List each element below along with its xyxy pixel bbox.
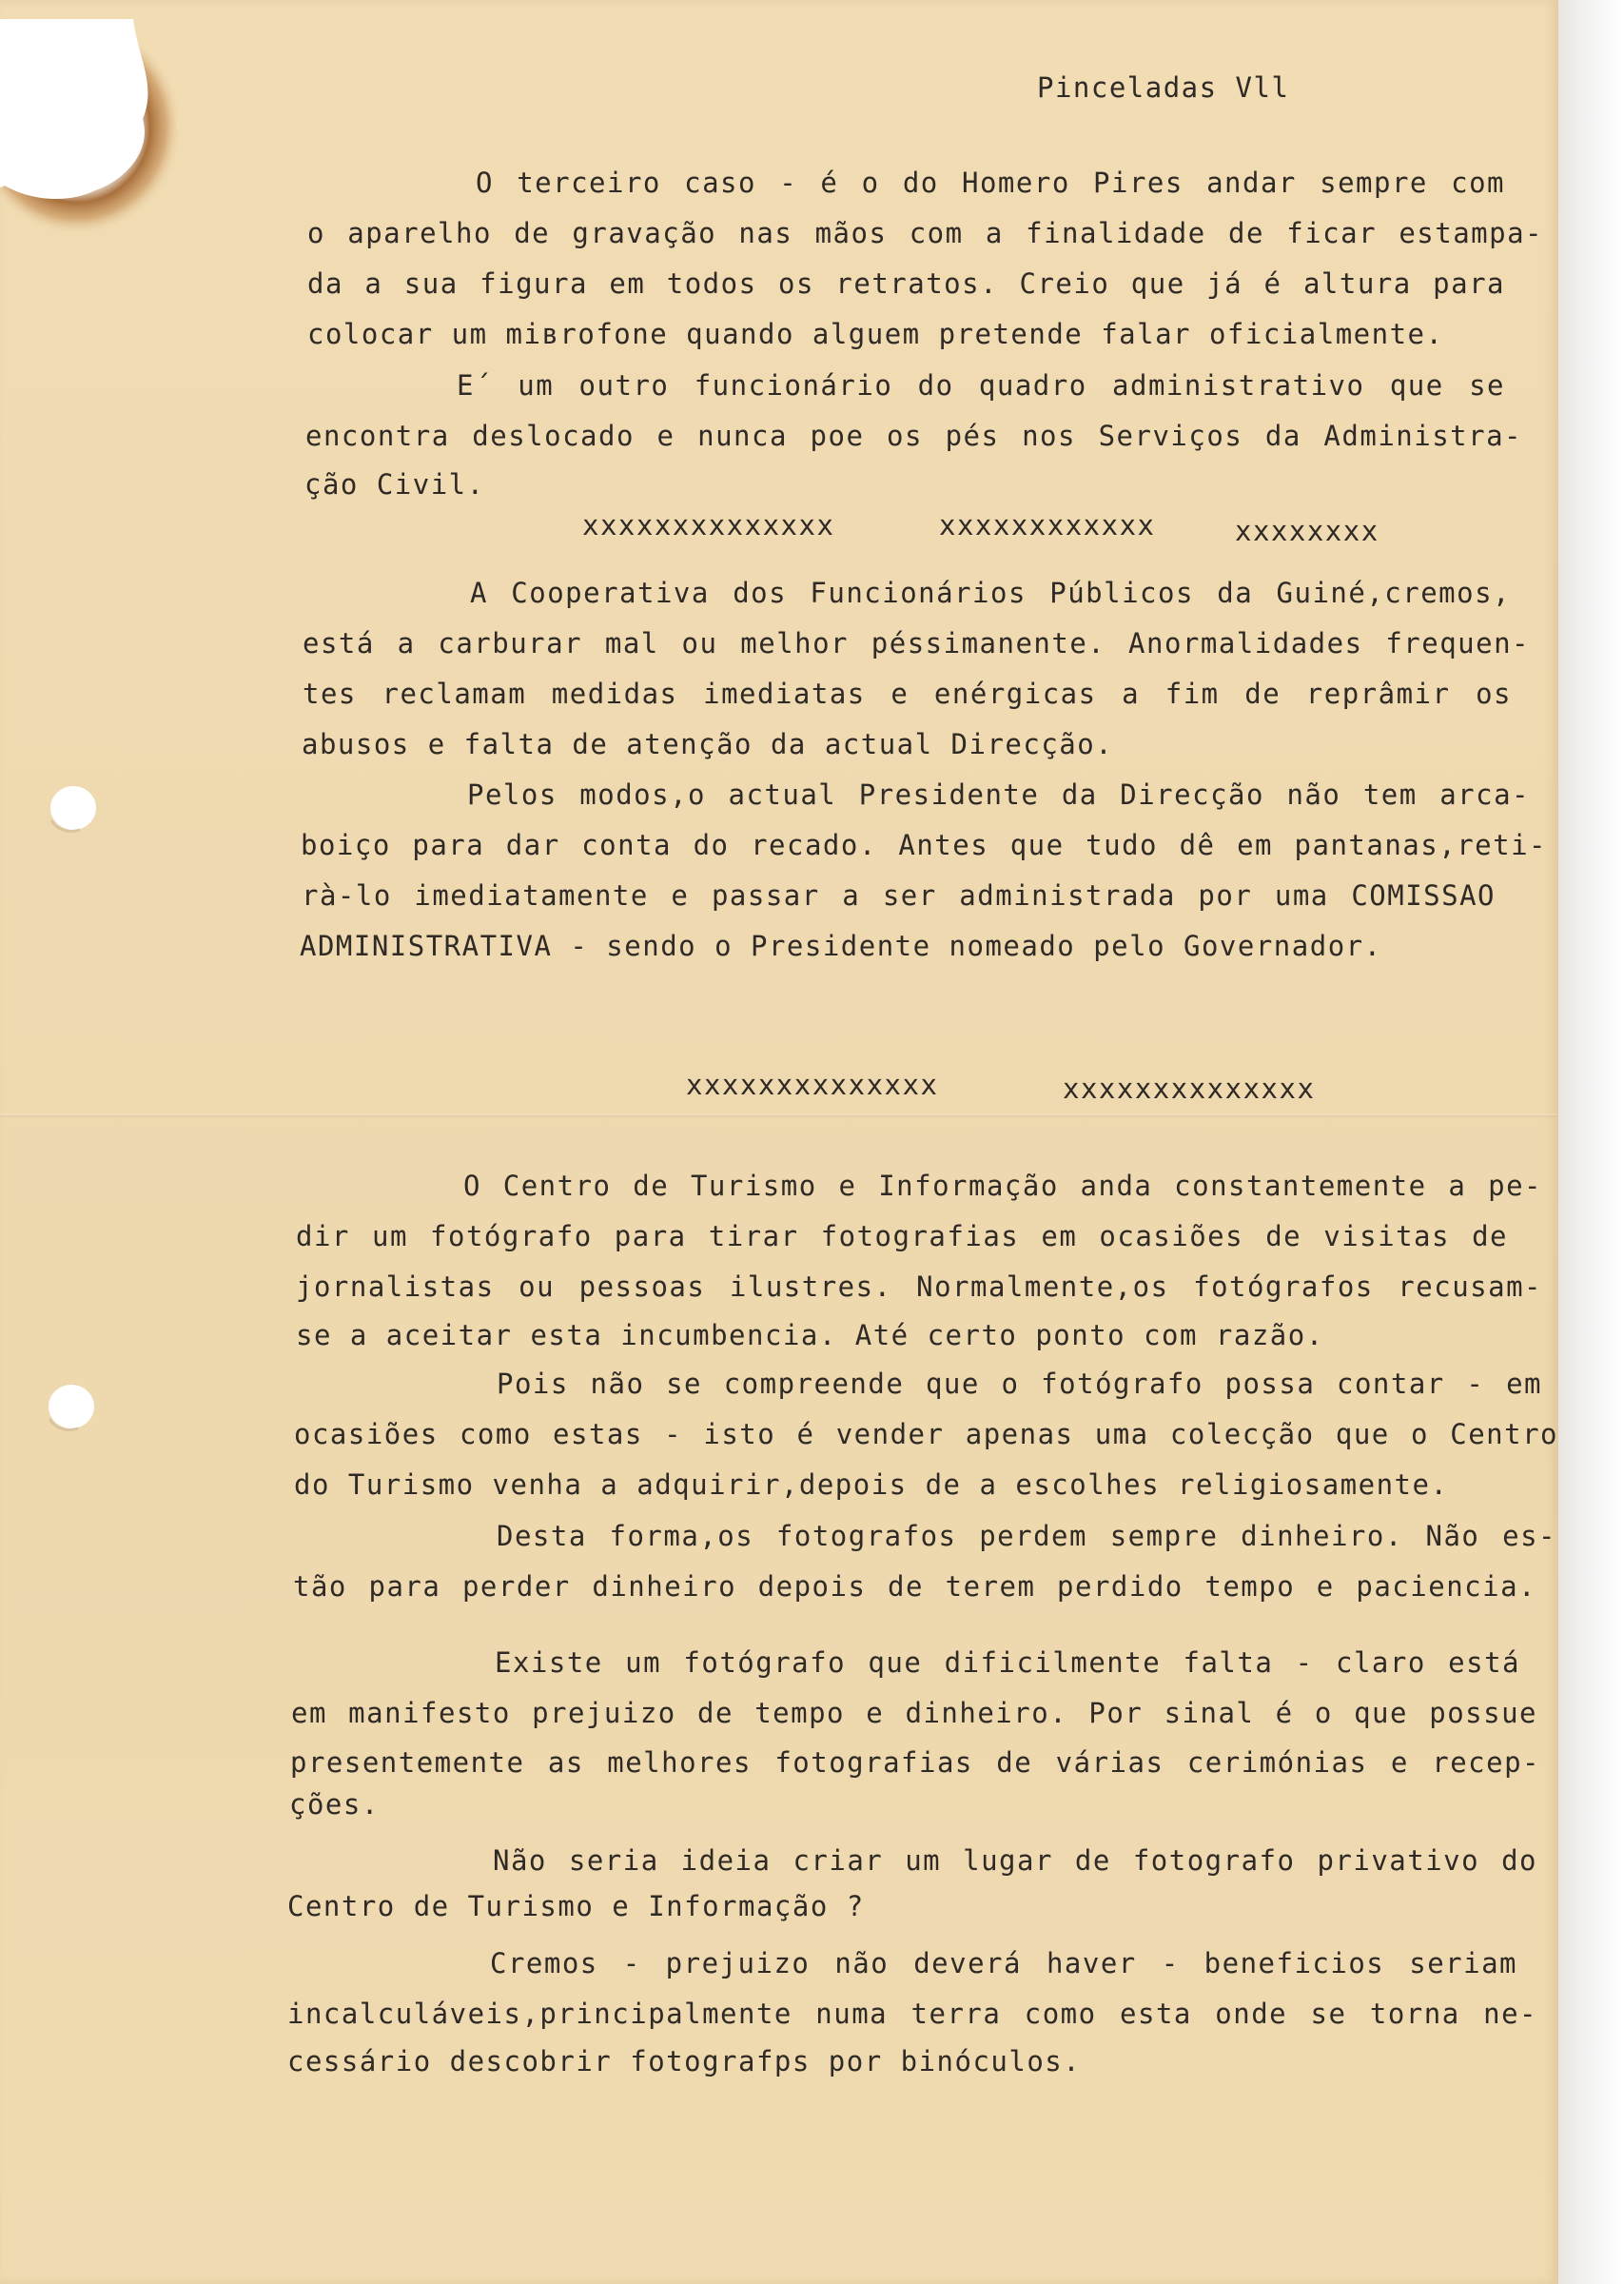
text-line: encontra deslocado e nunca poe os pés nos Serviços da Administra- (305, 420, 1522, 452)
text-line: Pois não se compreende que o fotógrafo possa contar - em (497, 1368, 1542, 1400)
text-line: o aparelho de gravação nas mãos com a finalidade de ficar estampa- (307, 217, 1543, 249)
paper-fold-crease (0, 1113, 1558, 1117)
text-line: abusos e falta de atenção da actual Direcção. (302, 728, 1114, 760)
text-line: se a aceitar esta incumbencia. Até certo ponto com razão. (296, 1319, 1324, 1351)
text-line: boiço para dar conta do recado. Antes que tudo dê em pantanas,reti- (301, 829, 1547, 861)
separator-mark: xxxxxxxxxxxxxx (686, 1069, 939, 1101)
text-line: O terceiro caso - é o do Homero Pires andar sempre com (476, 167, 1505, 199)
text-line: Existe um fotógrafo que dificilmente falta - claro está (495, 1646, 1520, 1679)
text-line: A Cooperativa dos Funcionários Públicos da Guiné,cremos, (470, 577, 1511, 609)
text-line: Cremos - prejuizo não deverá haver - beneficios seriam (490, 1947, 1517, 1979)
scan-margin (1558, 0, 1624, 2284)
punch-hole-bottom (42, 1381, 97, 1436)
text-line: presentemente as melhores fotografias de várias cerimónias e recep- (290, 1746, 1540, 1779)
text-line: colocar um miвrofone quando alguem pretende falar oficialmente. (307, 318, 1444, 350)
text-line: Pelos modos,o actual Presidente da Direcção não tem arca- (467, 778, 1530, 811)
text-line: do Turismo venha a adquirir,depois de a escolhes religiosamente. (294, 1468, 1449, 1501)
separator-mark: xxxxxxxxxxxxxx (1063, 1073, 1316, 1105)
separator-mark: xxxxxxxxxxxx (939, 509, 1156, 541)
text-line: tes reclamam medidas imediatas e enérgicas a fim de reprâmir os (303, 678, 1512, 710)
separator-mark: xxxxxxxxxxxxxx (582, 509, 835, 541)
text-line: cessário descobrir fotografps por binóculos. (287, 2045, 1082, 2077)
text-line: em manifesto prejuizo de tempo e dinheiro. Por sinal é o que possue (291, 1697, 1537, 1729)
text-line: ADMINISTRATIVA - sendo o Presidente nomeado pelo Governador. (300, 930, 1382, 962)
text-line: E´ um outro funcionário do quadro administrativo que se (457, 369, 1505, 402)
text-line: da a sua figura em todos os retratos. Creio que já é altura para (307, 267, 1505, 300)
text-line: O Centro de Turismo e Informação anda constantemente a pe- (463, 1170, 1542, 1202)
text-line: jornalistas ou pessoas ilustres. Normalmente,os fotógrafos recusam- (296, 1270, 1542, 1303)
text-line: tão para perder dinheiro depois de terem perdido tempo e paciencia. (293, 1570, 1536, 1603)
text-line: dir um fotógrafo para tirar fotografias em ocasiões de visitas de (296, 1220, 1508, 1252)
page-title: Pinceladas Vll (1037, 71, 1290, 104)
text-line: rà-lo imediatamente e passar a ser administrada por uma COMISSAO (302, 879, 1496, 912)
text-line: ocasiões como estas - isto é vender apenas uma colecção que o Centro (294, 1418, 1558, 1450)
text-line: incalculáveis,principalmente numa terra como esta onde se torna ne- (287, 1998, 1537, 2030)
text-line: está a carburar mal ou melhor péssimanente. Anormalidades frequen- (303, 627, 1530, 660)
text-line: Não seria ideia criar um lugar de fotografo privativo do (493, 1844, 1537, 1877)
text-line: Desta forma,os fotografos perdem sempre dinheiro. Não es- (497, 1520, 1556, 1552)
text-line: ção Civil. (304, 468, 485, 501)
burn-stain (0, 19, 228, 276)
punch-hole-top (44, 782, 99, 837)
text-line: Centro de Turismo e Informação ? (287, 1890, 865, 1922)
text-line: ções. (289, 1788, 380, 1821)
separator-mark: xxxxxxxx (1235, 515, 1379, 547)
